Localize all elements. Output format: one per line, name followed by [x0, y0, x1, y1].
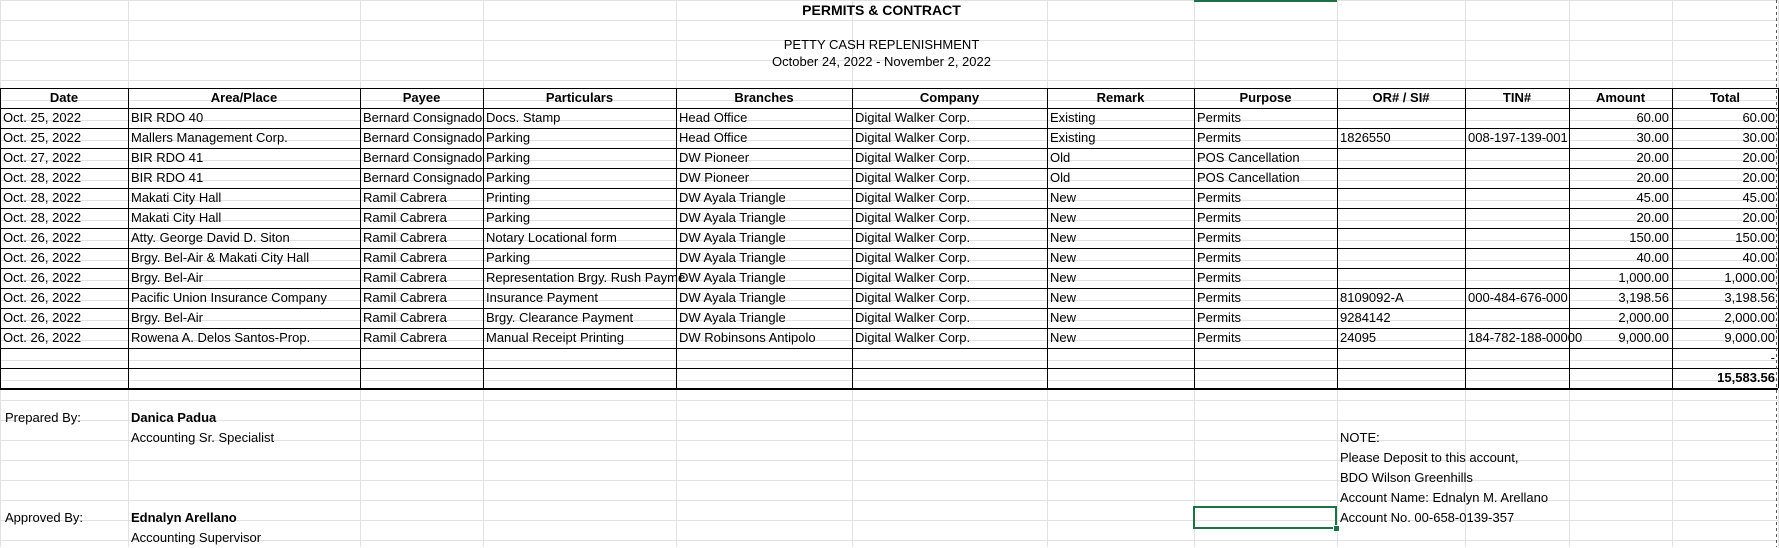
cell-company[interactable]: Digital Walker Corp. — [855, 110, 971, 125]
cell-amount[interactable]: 40.00 — [1636, 250, 1669, 265]
cell-tin[interactable] — [1465, 208, 1569, 228]
header-remark[interactable]: Remark — [1096, 90, 1145, 105]
cell-amount[interactable]: 2,000.00 — [1618, 310, 1669, 325]
cell-tin[interactable]: 184-782-188-00000 — [1468, 330, 1583, 345]
cell-tin[interactable] — [1465, 188, 1569, 208]
cell-date[interactable]: Oct. 26, 2022 — [3, 270, 82, 285]
cell-payee[interactable]: Bernard Consignado — [363, 170, 483, 185]
cell-date[interactable]: Oct. 25, 2022 — [3, 110, 82, 125]
cell-particulars[interactable]: Representation Brgy. Rush Payme — [486, 270, 686, 285]
cell-amount[interactable]: 1,000.00 — [1618, 270, 1669, 285]
prepared-by-name[interactable]: Danica Padua — [131, 410, 217, 425]
cell-remark[interactable]: New — [1050, 190, 1077, 205]
note-line[interactable]: Please Deposit to this account, — [1340, 450, 1519, 465]
header-date[interactable]: Date — [49, 90, 79, 105]
page-break-edge — [1776, 0, 1777, 547]
approved-by-name[interactable]: Ednalyn Arellano — [131, 510, 237, 525]
cell-date[interactable]: Oct. 26, 2022 — [3, 310, 82, 325]
cell-payee[interactable]: Ramil Cabrera — [363, 330, 447, 345]
cell-total[interactable]: 20.00 — [1742, 150, 1775, 165]
cell-date[interactable]: Oct. 28, 2022 — [3, 170, 82, 185]
active-column-indicator — [1194, 0, 1337, 2]
note-line[interactable]: Account Name: Ednalyn M. Arellano — [1340, 490, 1549, 505]
header-total[interactable]: Total — [1709, 90, 1741, 105]
cell-payee[interactable]: Ramil Cabrera — [363, 190, 447, 205]
cell-payee[interactable]: Ramil Cabrera — [363, 250, 447, 265]
sheet-subtitle: PETTY CASH REPLENISHMENT — [783, 37, 980, 52]
cell-remark[interactable]: New — [1050, 230, 1077, 245]
cell-tin[interactable] — [1465, 168, 1569, 188]
cell-tin[interactable] — [1465, 108, 1569, 128]
cell-remark[interactable]: Existing — [1050, 110, 1096, 125]
cell-amount[interactable]: 9,000.00 — [1618, 330, 1669, 345]
cell-or-si[interactable] — [1337, 168, 1465, 188]
gridline — [0, 20, 1779, 21]
border-line — [0, 348, 1778, 349]
cell-area-place[interactable]: Mallers Management Corp. — [131, 130, 288, 145]
cell-branches[interactable]: DW Pioneer — [679, 170, 750, 185]
cell-total[interactable]: 2,000.00 — [1724, 310, 1775, 325]
cell-branches[interactable]: DW Ayala Triangle — [679, 230, 786, 245]
cell-total[interactable]: 9,000.00 — [1724, 330, 1775, 345]
cell-particulars[interactable]: Insurance Payment — [486, 290, 599, 305]
cell-purpose[interactable]: Permits — [1197, 210, 1242, 225]
cell-company[interactable]: Digital Walker Corp. — [855, 190, 971, 205]
cell-date[interactable]: Oct. 27, 2022 — [3, 150, 82, 165]
cell-payee[interactable]: Ramil Cabrera — [363, 210, 447, 225]
cell-remark[interactable]: Existing — [1050, 130, 1096, 145]
cell-company[interactable]: Digital Walker Corp. — [855, 230, 971, 245]
cell-purpose[interactable]: Permits — [1197, 330, 1242, 345]
header-tin[interactable]: TIN# — [1502, 90, 1532, 105]
cell-date[interactable]: Oct. 26, 2022 — [3, 290, 82, 305]
cell-remark[interactable]: New — [1050, 290, 1077, 305]
cell-total[interactable]: 150.00 — [1735, 230, 1775, 245]
cell-tin[interactable]: 000-484-676-000 — [1468, 290, 1568, 305]
cell-purpose[interactable]: Permits — [1197, 130, 1242, 145]
cell-total[interactable]: 3,198.56 — [1724, 290, 1775, 305]
cell-or-si[interactable]: 1826550 — [1340, 130, 1391, 145]
cell-area-place[interactable]: Brgy. Bel-Air — [131, 310, 203, 325]
gridline — [0, 400, 1779, 401]
cell-total[interactable]: 40.00 — [1742, 250, 1775, 265]
cell-payee[interactable]: Ramil Cabrera — [363, 290, 447, 305]
cell-or-si[interactable] — [1337, 208, 1465, 228]
cell-amount[interactable]: 20.00 — [1636, 210, 1669, 225]
cell-date[interactable]: Oct. 26, 2022 — [3, 230, 82, 245]
cell-purpose[interactable]: Permits — [1197, 250, 1242, 265]
cell-branches[interactable]: DW Ayala Triangle — [679, 250, 786, 265]
cell-tin[interactable] — [1465, 268, 1569, 288]
gridline — [0, 80, 1779, 81]
cell-or-si[interactable] — [1337, 228, 1465, 248]
cell-tin[interactable] — [1465, 228, 1569, 248]
cell-tin[interactable] — [1465, 308, 1569, 328]
cell-area-place[interactable]: BIR RDO 41 — [131, 150, 204, 165]
cell-or-si[interactable] — [1337, 268, 1465, 288]
cell-branches[interactable]: DW Ayala Triangle — [679, 190, 786, 205]
cell-payee[interactable]: Ramil Cabrera — [363, 310, 447, 325]
cell-date[interactable]: Oct. 25, 2022 — [3, 130, 82, 145]
cell-payee[interactable]: Bernard Consignado — [363, 150, 483, 165]
cell-particulars[interactable]: Parking — [486, 130, 531, 145]
cell-payee[interactable]: Ramil Cabrera — [363, 230, 447, 245]
cell-purpose[interactable]: POS Cancellation — [1197, 150, 1300, 165]
approved-by-label[interactable]: Approved By: — [5, 510, 84, 525]
cell-company[interactable]: Digital Walker Corp. — [855, 310, 971, 325]
cell-tin[interactable]: 008-197-139-001 — [1468, 130, 1568, 145]
header-purpose[interactable]: Purpose — [1239, 90, 1292, 105]
cell-particulars[interactable]: Brgy. Clearance Payment — [486, 310, 634, 325]
cell-area-place[interactable]: Rowena A. Delos Santos-Prop. — [131, 330, 311, 345]
header-or-si[interactable]: OR# / SI# — [1372, 90, 1430, 105]
cell-company[interactable]: Digital Walker Corp. — [855, 210, 971, 225]
approved-by-title[interactable]: Accounting Supervisor — [131, 530, 262, 545]
cell-company[interactable]: Digital Walker Corp. — [855, 330, 971, 345]
note-label[interactable]: NOTE: — [1340, 430, 1380, 445]
cell-particulars[interactable]: Notary Locational form — [486, 230, 617, 245]
border-line — [0, 388, 1778, 390]
cell-date[interactable]: Oct. 28, 2022 — [3, 210, 82, 225]
cell-branches[interactable]: DW Pioneer — [679, 150, 750, 165]
cell-total[interactable]: 45.00 — [1742, 190, 1775, 205]
header-area-place[interactable]: Area/Place — [210, 90, 278, 105]
cell-purpose[interactable]: Permits — [1197, 110, 1242, 125]
cell-particulars[interactable]: Manual Receipt Printing — [486, 330, 625, 345]
cell-area-place[interactable]: BIR RDO 41 — [131, 170, 204, 185]
header-branches[interactable]: Branches — [734, 90, 794, 105]
cell-particulars[interactable]: Parking — [486, 150, 531, 165]
cell-remark[interactable]: New — [1050, 330, 1077, 345]
cell-or-si[interactable]: 8109092-A — [1340, 290, 1404, 305]
cell-payee[interactable]: Bernard Consignado — [363, 110, 483, 125]
cell-purpose[interactable]: POS Cancellation — [1197, 170, 1300, 185]
cell-amount[interactable]: 150.00 — [1629, 230, 1669, 245]
cell-branches[interactable]: DW Ayala Triangle — [679, 210, 786, 225]
cell-or-si[interactable] — [1337, 188, 1465, 208]
cell-branches[interactable]: Head Office — [679, 130, 748, 145]
cell-remark[interactable]: New — [1050, 210, 1077, 225]
cell-date[interactable]: Oct. 26, 2022 — [3, 330, 82, 345]
cell-purpose[interactable]: Permits — [1197, 270, 1242, 285]
cell-branches[interactable]: DW Robinsons Antipolo — [679, 330, 816, 345]
sheet-period: October 24, 2022 - November 2, 2022 — [772, 54, 991, 69]
cell-purpose[interactable]: Permits — [1197, 190, 1242, 205]
cell-total[interactable]: 1,000.00 — [1724, 270, 1775, 285]
border-line — [0, 368, 1778, 369]
cell-particulars[interactable]: Docs. Stamp — [486, 110, 561, 125]
active-cell-selection[interactable] — [1193, 506, 1337, 529]
cell-amount[interactable]: 20.00 — [1636, 150, 1669, 165]
cell-date[interactable]: Oct. 28, 2022 — [3, 190, 82, 205]
cell-payee[interactable]: Bernard Consignado — [363, 130, 483, 145]
cell-total[interactable]: 60.00 — [1742, 110, 1775, 125]
cell-branches[interactable]: DW Ayala Triangle — [679, 310, 786, 325]
cell-or-si[interactable] — [1337, 248, 1465, 268]
cell-area-place[interactable]: BIR RDO 40 — [131, 110, 204, 125]
header-amount[interactable]: Amount — [1595, 90, 1646, 105]
cell-branches[interactable]: DW Ayala Triangle — [679, 290, 786, 305]
cell-tin[interactable] — [1465, 148, 1569, 168]
cell-amount[interactable]: 30.00 — [1636, 130, 1669, 145]
fill-handle[interactable] — [1333, 525, 1340, 532]
cell-or-si[interactable] — [1337, 108, 1465, 128]
cell-purpose[interactable]: Permits — [1197, 290, 1242, 305]
cell-amount[interactable]: 3,198.56 — [1618, 290, 1669, 305]
cell-or-si[interactable] — [1337, 148, 1465, 168]
cell-remark[interactable]: New — [1050, 310, 1077, 325]
cell-purpose[interactable]: Permits — [1197, 230, 1242, 245]
prepared-by-title[interactable]: Accounting Sr. Specialist — [131, 430, 275, 445]
cell-or-si[interactable]: 24095 — [1340, 330, 1377, 345]
cell-total[interactable]: 30.00 — [1742, 130, 1775, 145]
cell-area-place[interactable]: Brgy. Bel-Air — [131, 270, 203, 285]
cell-company[interactable]: Digital Walker Corp. — [855, 150, 971, 165]
cell-amount[interactable]: 45.00 — [1636, 190, 1669, 205]
cell-remark[interactable]: New — [1050, 250, 1077, 265]
cell-area-place[interactable]: Makati City Hall — [131, 210, 222, 225]
cell-area-place[interactable]: Atty. George David D. Siton — [131, 230, 290, 245]
cell-area-place[interactable]: Pacific Union Insurance Company — [131, 290, 327, 305]
gridline — [0, 380, 1779, 381]
header-payee[interactable]: Payee — [402, 90, 441, 105]
cell-particulars[interactable]: Parking — [486, 250, 531, 265]
sheet-title: PERMITS & CONTRACT — [802, 2, 961, 18]
grand-total[interactable]: 15,583.56 — [1717, 370, 1775, 385]
cell-tin[interactable] — [1465, 248, 1569, 268]
cell-or-si[interactable]: 9284142 — [1340, 310, 1391, 325]
cell-remark[interactable]: New — [1050, 270, 1077, 285]
cell-amount[interactable]: 60.00 — [1636, 110, 1669, 125]
header-particulars[interactable]: Particulars — [545, 90, 614, 105]
cell-total[interactable]: 20.00 — [1742, 170, 1775, 185]
header-company[interactable]: Company — [919, 90, 980, 105]
cell-payee[interactable]: Ramil Cabrera — [363, 270, 447, 285]
cell-date[interactable]: Oct. 26, 2022 — [3, 250, 82, 265]
cell-area-place[interactable]: Makati City Hall — [131, 190, 222, 205]
cell-amount[interactable]: 20.00 — [1636, 170, 1669, 185]
blank-row-total[interactable]: - — [1770, 350, 1775, 365]
cell-remark[interactable]: Old — [1050, 150, 1071, 165]
cell-remark[interactable]: Old — [1050, 170, 1071, 185]
cell-purpose[interactable]: Permits — [1197, 310, 1242, 325]
note-line[interactable]: Account No. 00-658-0139-357 — [1340, 510, 1515, 525]
cell-company[interactable]: Digital Walker Corp. — [855, 290, 971, 305]
cell-branches[interactable]: DW Ayala Triangle — [679, 270, 786, 285]
cell-company[interactable]: Digital Walker Corp. — [855, 270, 971, 285]
cell-particulars[interactable]: Parking — [486, 210, 531, 225]
gridline — [0, 360, 1779, 361]
cell-company[interactable]: Digital Walker Corp. — [855, 170, 971, 185]
cell-total[interactable]: 20.00 — [1742, 210, 1775, 225]
cell-company[interactable]: Digital Walker Corp. — [855, 250, 971, 265]
cell-particulars[interactable]: Parking — [486, 170, 531, 185]
cell-company[interactable]: Digital Walker Corp. — [855, 130, 971, 145]
note-line[interactable]: BDO Wilson Greenhills — [1340, 470, 1473, 485]
cell-particulars[interactable]: Printing — [486, 190, 531, 205]
cell-area-place[interactable]: Brgy. Bel-Air & Makati City Hall — [131, 250, 310, 265]
prepared-by-label[interactable]: Prepared By: — [5, 410, 81, 425]
cell-branches[interactable]: Head Office — [679, 110, 748, 125]
